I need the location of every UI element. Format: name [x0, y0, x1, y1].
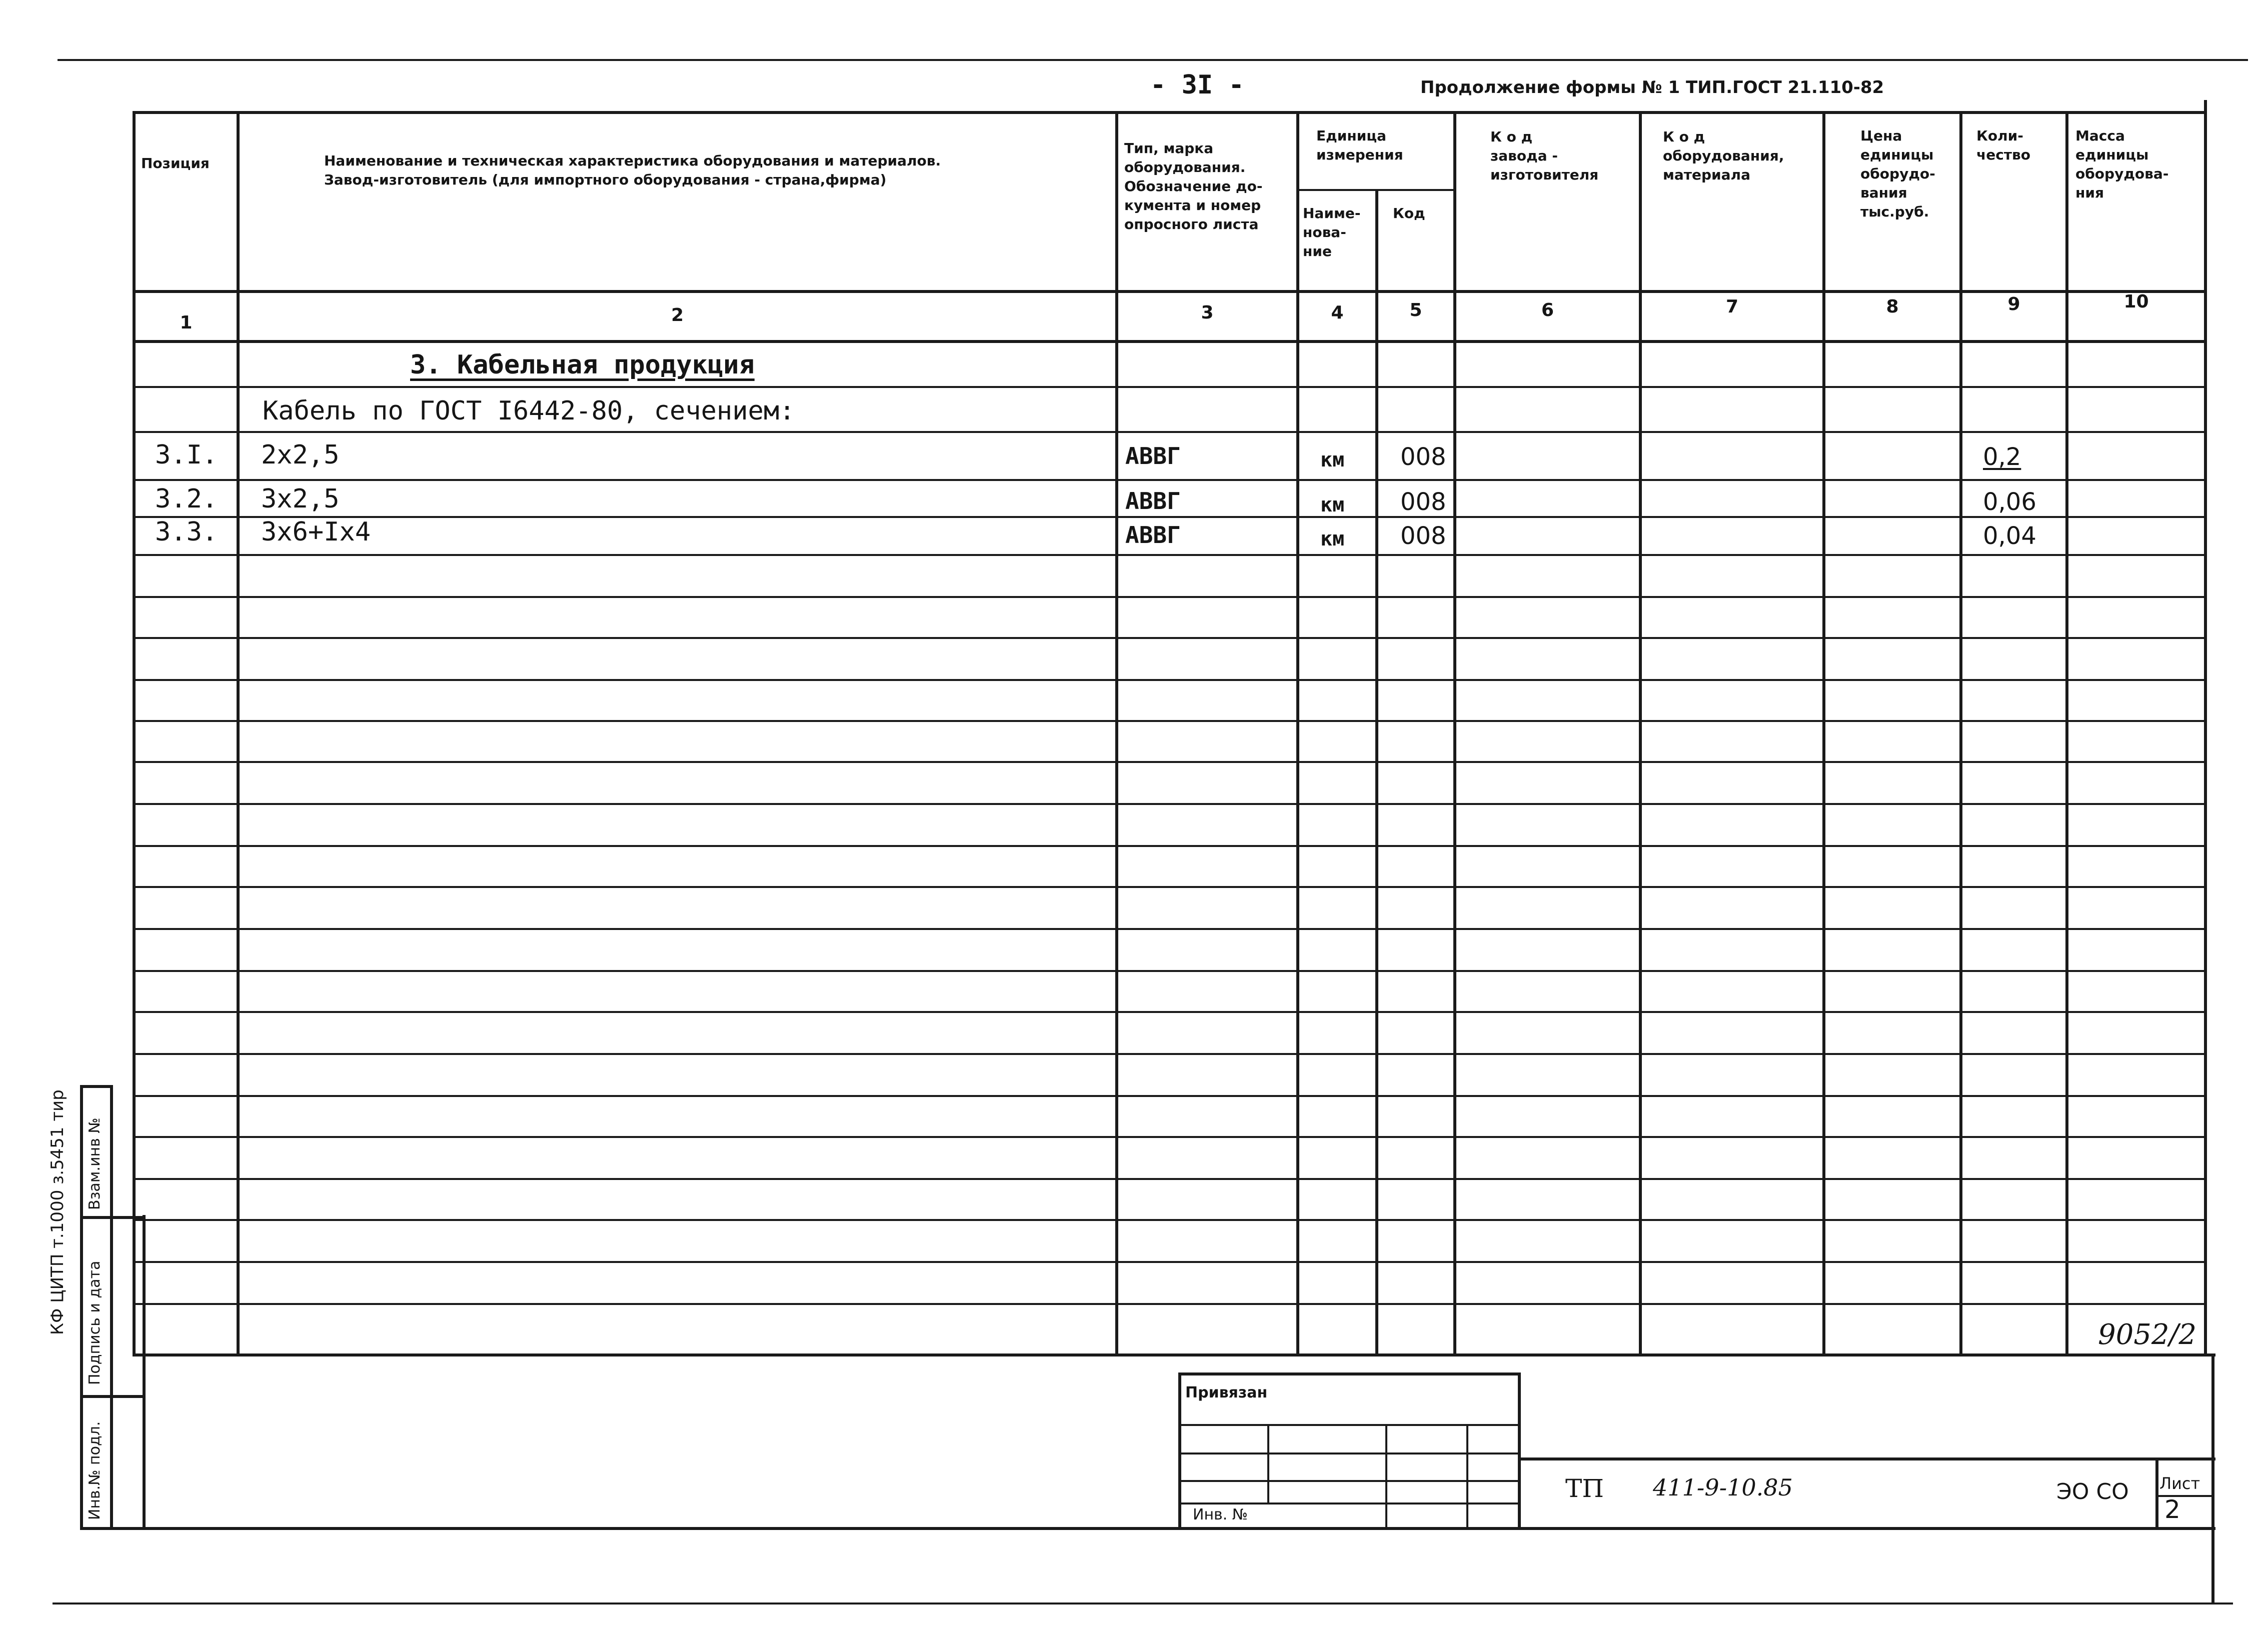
- page-number: - 3I -: [1150, 70, 1244, 100]
- row-unit: км: [1320, 448, 1345, 472]
- row-line: [136, 1095, 2204, 1097]
- row-line: [136, 1303, 2204, 1305]
- header-unit-name: Наиме- нова- ние: [1303, 205, 1361, 260]
- colnum-3: 3: [1201, 302, 1214, 323]
- header-position: Позиция: [141, 155, 210, 172]
- row-quantity: 0,2: [1983, 443, 2021, 471]
- row-line: [136, 596, 2204, 598]
- title-block-right: [2211, 1354, 2214, 1604]
- colnum-8: 8: [1886, 296, 1899, 317]
- row-line: [136, 1219, 2204, 1221]
- row-line: [136, 516, 2204, 518]
- row-line: [136, 970, 2204, 972]
- row-position: 3.I.: [155, 440, 218, 470]
- table-top-border: [133, 111, 2207, 114]
- margin-block-bottom: [80, 1527, 2215, 1530]
- header-unit-group: Единица измерения: [1316, 128, 1403, 163]
- row-unit-code: 008: [1400, 522, 1446, 550]
- row-line: [136, 554, 2204, 556]
- privyazan-right: [1518, 1372, 1521, 1530]
- privyazan-col-2: [1385, 1424, 1387, 1530]
- colnum-1: 1: [180, 312, 193, 333]
- colnum-7: 7: [1725, 296, 1739, 317]
- row-line: [136, 1053, 2204, 1055]
- row-unit: км: [1320, 528, 1345, 550]
- row-line: [136, 431, 2204, 433]
- title-block-top: [143, 1354, 2215, 1356]
- privyazan-row-3: [1178, 1480, 1521, 1482]
- row-quantity: 0,06: [1983, 488, 2036, 516]
- sheet-label: Лист: [2159, 1474, 2200, 1493]
- colnum-5: 5: [1409, 300, 1422, 320]
- margin-block-left: [80, 1085, 83, 1530]
- colnum-6: 6: [1541, 300, 1554, 320]
- row-position: 3.3.: [155, 517, 218, 547]
- tp-label: ТП: [1565, 1474, 1604, 1503]
- row-unit: км: [1320, 494, 1345, 516]
- doc-code: 411-9-10.85: [1653, 1474, 1793, 1501]
- doc-code-top: [1521, 1458, 2215, 1460]
- row-name: 3х2,5: [261, 484, 340, 514]
- row-line: [136, 386, 2204, 388]
- row-line: [136, 845, 2204, 847]
- margin-divider-2: [80, 1395, 145, 1398]
- privyazan-top: [1178, 1372, 1521, 1376]
- table-number-row-bottom: [133, 340, 2207, 343]
- section-title: 3. Кабельная продукция: [410, 350, 755, 380]
- row-type: АВВГ: [1125, 488, 1181, 514]
- colnum-2: 2: [671, 305, 684, 326]
- col-line-1: [237, 111, 240, 1356]
- row-name: 2х2,5: [261, 440, 340, 470]
- col-line-right: [2204, 100, 2207, 1356]
- row-quantity: 0,04: [1983, 522, 2036, 550]
- privyazan-row-1: [1178, 1424, 1521, 1426]
- row-line: [136, 761, 2204, 763]
- privyazan-row-2: [1178, 1452, 1521, 1454]
- row-line: [136, 886, 2204, 888]
- header-type: Тип, марка оборудования. Обозначение до- кумента и номер опросного листа: [1124, 140, 1263, 232]
- margin-block-mid: [110, 1085, 113, 1530]
- privyazan-left: [1178, 1372, 1181, 1530]
- row-type: АВВГ: [1125, 442, 1181, 470]
- privyazan-row-4: [1178, 1502, 1521, 1504]
- unit-group-divider: [1296, 189, 1454, 191]
- row-type: АВВГ: [1125, 522, 1181, 548]
- row-line: [136, 479, 2204, 481]
- header-unit-code: Код: [1393, 205, 1425, 222]
- header-name: Наименование и техническая характеристика оборудования и материалов. Завод-изготовитель (для импортного оборудования - страна,фирма): [324, 152, 941, 188]
- margin-inv-label: Инв.№ подл.: [86, 1421, 104, 1520]
- bottom-border-line: [53, 1602, 2233, 1604]
- margin-block-right: [143, 1215, 146, 1530]
- top-border-line: [58, 59, 2248, 61]
- row-line: [136, 1261, 2204, 1263]
- colnum-4: 4: [1331, 302, 1344, 323]
- header-plant-code: К о д завода - изготовителя: [1490, 128, 1599, 183]
- col-line-2: [1115, 111, 1118, 1356]
- sheet-code: ЭО СО: [2056, 1479, 2129, 1504]
- header-mass: Масса единицы оборудова- ния: [2075, 128, 2169, 201]
- sheet-number: 2: [2164, 1495, 2180, 1524]
- col-line-5: [1453, 111, 1456, 1356]
- row-line: [136, 720, 2204, 722]
- colnum-9: 9: [2007, 294, 2020, 314]
- margin-sign-label: Подпись и дата: [86, 1260, 104, 1385]
- colnum-10: 10: [2123, 292, 2149, 312]
- privyazan-col-3: [1466, 1424, 1468, 1530]
- header-quantity: Коли- чество: [1976, 128, 2030, 163]
- row-line: [136, 1178, 2204, 1180]
- margin-vzam-label: Взам.инв №: [86, 1118, 104, 1210]
- privyazan-col-1: [1267, 1424, 1269, 1502]
- row-unit-code: 008: [1400, 443, 1446, 471]
- handwritten-note: 9052/2: [2098, 1318, 2197, 1351]
- col-line-left: [133, 111, 136, 1356]
- row-unit-code: 008: [1400, 488, 1446, 516]
- row-line: [136, 1136, 2204, 1138]
- margin-divider-1: [80, 1216, 145, 1219]
- row-name: 3х6+Iх4: [261, 517, 371, 547]
- row-position: 3.2.: [155, 484, 218, 514]
- stamp-inv-label: Инв. №: [1193, 1506, 1248, 1524]
- row-line: [136, 1011, 2204, 1013]
- row-line: [136, 637, 2204, 639]
- row-line: [136, 803, 2204, 805]
- header-price: Цена единицы оборудо- вания тыс.руб.: [1860, 128, 1935, 220]
- section-subtitle: Кабель по ГОСТ I6442-80, сечением:: [263, 396, 795, 426]
- sheet-box-left: [2155, 1458, 2158, 1530]
- col-line-4: [1375, 190, 1378, 1356]
- col-line-3: [1296, 111, 1299, 1356]
- header-equipment-code: К о д оборудования, материала: [1663, 128, 1784, 183]
- margin-block-top: [80, 1085, 113, 1088]
- margin-stamp-note: КФ ЦИТП т.1000 з.5451 тир: [48, 1090, 68, 1335]
- privyazan-label: Привязан: [1185, 1384, 1268, 1402]
- table-number-row-top: [133, 290, 2207, 293]
- form-continuation: Продолжение формы № 1 ТИП.ГОСТ 21.110-82: [1420, 78, 1884, 98]
- row-line: [136, 679, 2204, 681]
- row-line: [136, 928, 2204, 930]
